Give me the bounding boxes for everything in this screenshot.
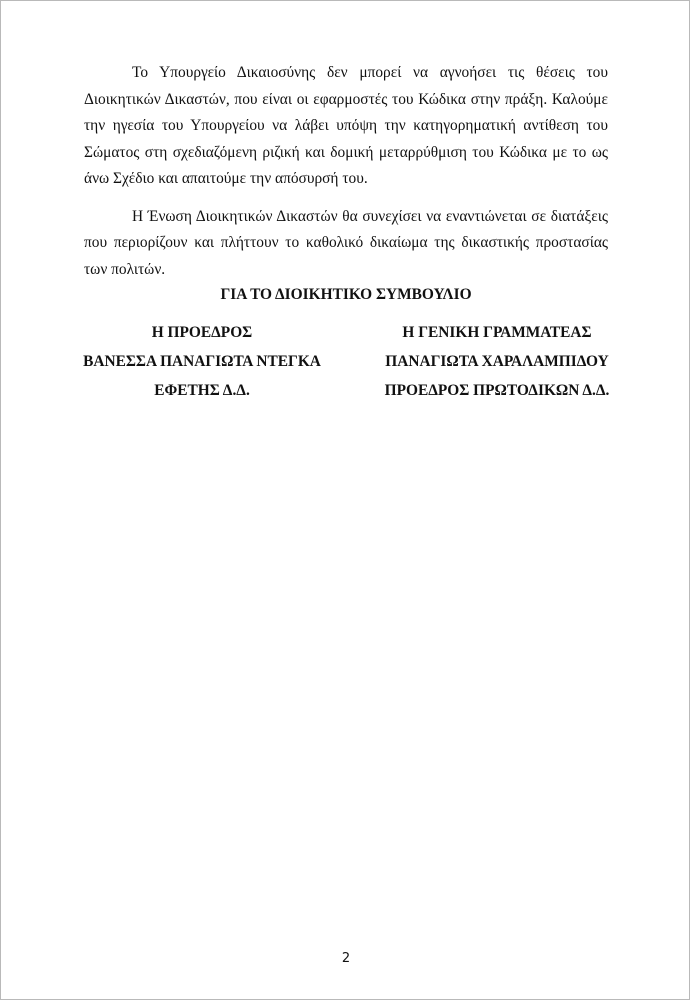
secretary-role: Η ΓΕΝΙΚΗ ΓΡΑΜΜΑΤΕΑΣ [402,324,592,341]
council-heading: ΓΙΑ ΤΟ ΔΙΟΙΚΗΤΙΚΟ ΣΥΜΒΟΥΛΙΟ [220,286,472,303]
president-name: ΒΑΝΕΣΣΑ ΠΑΝΑΓΙΩΤΑ ΝΤΕΓΚΑ [83,353,321,370]
paragraph-1: Το Υπουργείο Δικαιοσύνης δεν μπορεί να αγνοήσει τις θέσεις του Διοικητικών Δικαστών, που είναι οι εφαρμοστές του Κώδικα στην πράξη. Καλούμε την ηγεσία του Υπουργείου να λάβει υπόψη την κατηγορηματική αντίθεση του Σώματος στη σχεδιαζόμενη ριζική και δομική μεταρρύθμιση του Κώδικα με το ως άνω Σχέδιο και απαιτούμε την απόσυρσή του. [84,64,608,187]
president-title: ΕΦΕΤΗΣ Δ.Δ. [154,382,250,399]
paragraph-2: Η Ένωση Διοικητικών Δικαστών θα συνεχίσει να εναντιώνεται σε διατάξεις που περιορίζουν και πλήττουν το καθολικό δικαίωμα της δικαστικής προστασίας των πολιτών. [84,207,608,278]
signature-block-secretary [357,318,637,405]
secretary-title: ΠΡΟΕΔΡΟΣ ΠΡΩΤΟΔΙΚΩΝ Δ.Δ. [384,382,610,399]
signature-block-president [71,318,333,405]
body-text [84,60,608,294]
president-role: Η ΠΡΟΕΔΡΟΣ [151,324,253,341]
secretary-name: ΠΑΝΑΓΙΩΤΑ ΧΑΡΑΛΑΜΠΙΔΟΥ [385,353,609,370]
page-number: 2 [341,951,351,966]
